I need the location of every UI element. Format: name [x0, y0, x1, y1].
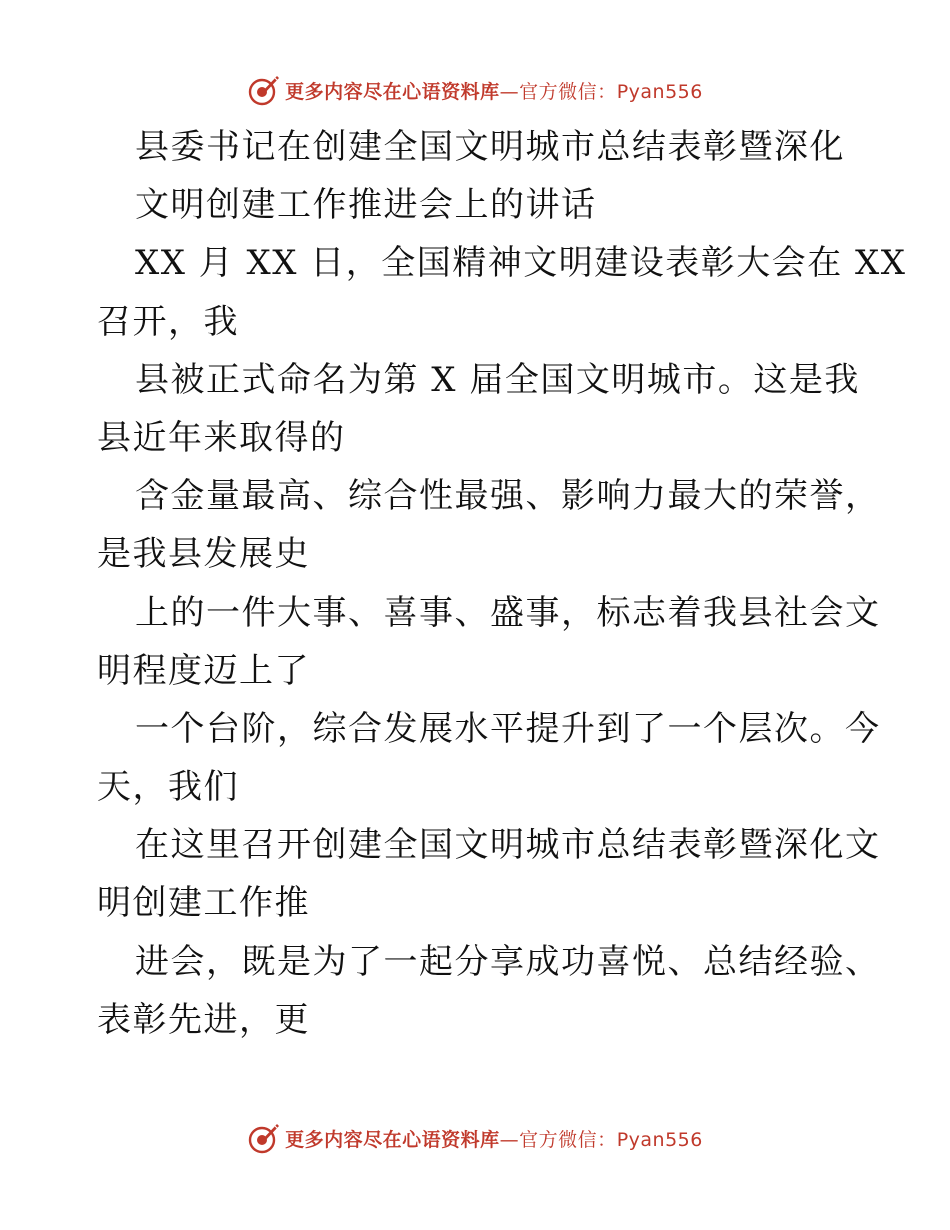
text-line: 上的一件大事、喜事、盛事，标志着我县社会文	[135, 592, 881, 633]
text-line: 县被正式命名为第 X 届全国文明城市。这是我	[135, 359, 860, 400]
text-line: 文明创建工作推进会上的讲话	[135, 185, 597, 226]
text-line: 召开，我	[97, 301, 239, 342]
watermark-label: 官方微信：	[519, 80, 617, 103]
document-body	[97, 118, 907, 1049]
watermark-dash: —	[499, 80, 520, 103]
text-line: XX 月 XX 日，全国精神文明建设表彰大会在 XX	[135, 243, 907, 284]
watermark-text	[285, 1125, 703, 1152]
text-line: 进会，既是为了一起分享成功喜悦、总结经验、	[135, 941, 881, 982]
text-line: 表彰先进，更	[97, 999, 310, 1040]
watermark-id: Pyan556	[616, 80, 703, 103]
header-watermark-banner	[0, 70, 950, 110]
footer-watermark-banner	[0, 1118, 950, 1158]
text-line: 是我县发展史	[97, 534, 310, 575]
text-line: 明程度迈上了	[97, 650, 310, 691]
text-line: 县委书记在创建全国文明城市总结表彰暨深化	[135, 127, 845, 167]
text-line: 在这里召开创建全国文明城市总结表彰暨深化文	[135, 825, 881, 866]
watermark-dash: —	[499, 1128, 520, 1151]
watermark-main: 更多内容尽在心语资料库	[285, 1128, 500, 1151]
text-line: 县近年来取得的	[97, 417, 346, 458]
text-line: 天，我们	[97, 767, 239, 808]
text-line: 含金量最高、综合性最强、影响力最大的荣誉，	[135, 476, 881, 517]
text-line: 明创建工作推	[97, 883, 310, 924]
watermark-label: 官方微信：	[519, 1128, 617, 1151]
watermark-id: Pyan556	[616, 1128, 703, 1151]
quill-logo-icon	[247, 1121, 281, 1155]
watermark-main: 更多内容尽在心语资料库	[285, 80, 500, 103]
quill-logo-icon	[247, 73, 281, 107]
text-line: 一个台阶，综合发展水平提升到了一个层次。今	[135, 708, 881, 749]
watermark-text	[285, 77, 703, 104]
